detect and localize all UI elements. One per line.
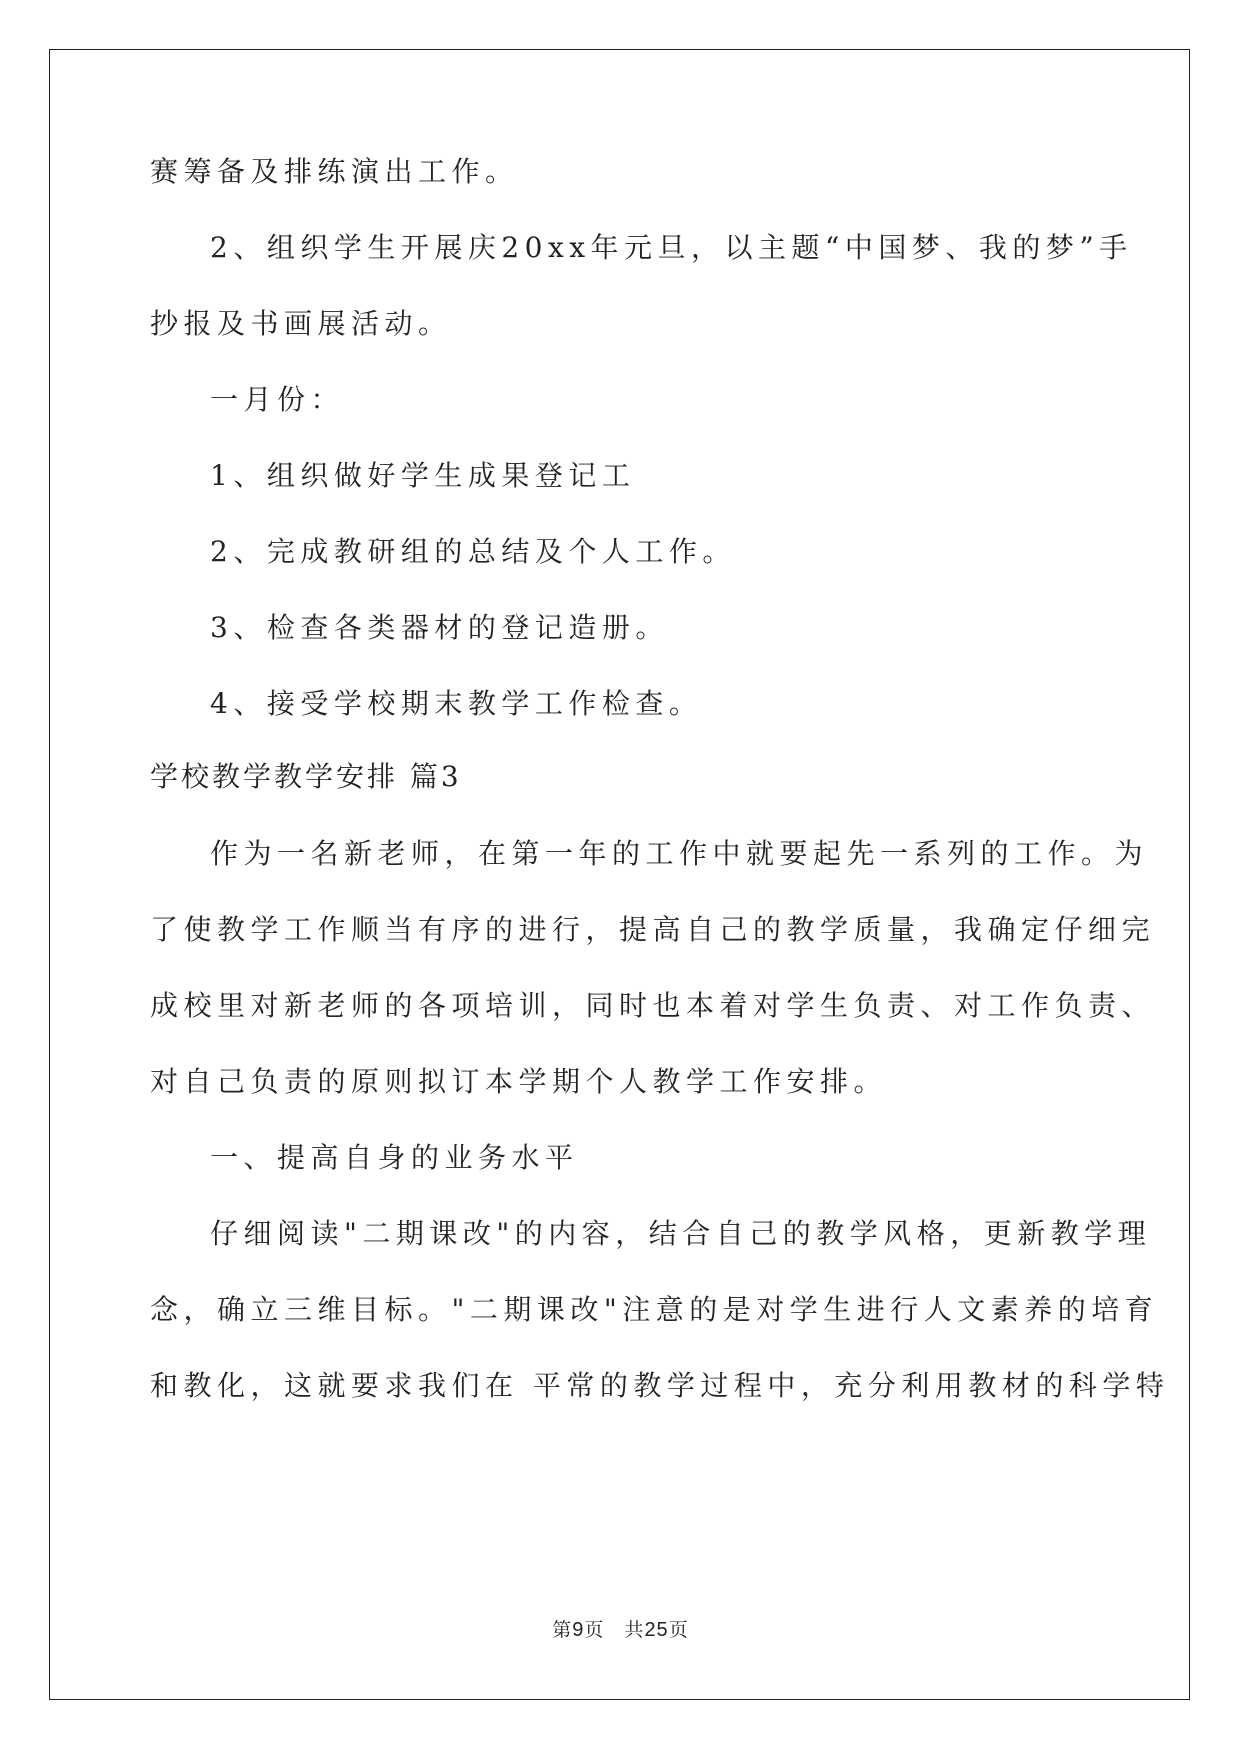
page-footer: [0, 1615, 1241, 1642]
footer-middle: 页 共: [584, 1619, 645, 1641]
text-line: 作为一名新老师，在第一年的工作中就要起先一系列的工作。为: [210, 837, 1149, 870]
current-page-number: 9: [572, 1619, 585, 1641]
article-title: 学校教学教学安排 篇3: [150, 760, 462, 793]
text-line: 念，确立三维目标。"二期课改"注意的是对学生进行人文素养的培育: [150, 1293, 1159, 1326]
list-item: 2、完成教研组的总结及个人工作。: [210, 535, 736, 568]
text-line: 抄报及书画展活动。: [150, 307, 452, 340]
text-line: 和教化，这就要求我们在 平常的教学过程中，充分利用教材的科学特: [150, 1369, 1170, 1402]
section-heading: 一、提高自身的业务水平: [210, 1141, 579, 1174]
list-item: 3、检查各类器材的登记造册。: [210, 611, 669, 644]
footer-prefix: 第: [552, 1619, 573, 1641]
page-border: [49, 49, 1190, 1700]
text-line: 2、组织学生开展庆20xx年元旦，以主题“中国梦、我的梦”手: [210, 231, 1133, 264]
list-item: 4、接受学校期末教学工作检查。: [210, 687, 703, 720]
total-pages-number: 25: [644, 1619, 669, 1641]
text-line: 仔细阅读"二期课改"的内容，结合自己的教学风格，更新教学理: [210, 1217, 1152, 1250]
text-line: 对自己负责的原则拟订本学期个人教学工作安排。: [150, 1065, 888, 1098]
text-line: 赛筹备及排练演出工作。: [150, 155, 519, 188]
text-line: 了使教学工作顺当有序的进行，提高自己的教学质量，我确定仔细完: [150, 913, 1156, 946]
footer-suffix: 页: [668, 1619, 689, 1641]
list-item: 1、组织做好学生成果登记工: [210, 459, 636, 492]
section-heading: 一月份：: [210, 383, 345, 416]
text-line: 成校里对新老师的各项培训，同时也本着对学生负责、对工作负责、: [150, 989, 1156, 1022]
